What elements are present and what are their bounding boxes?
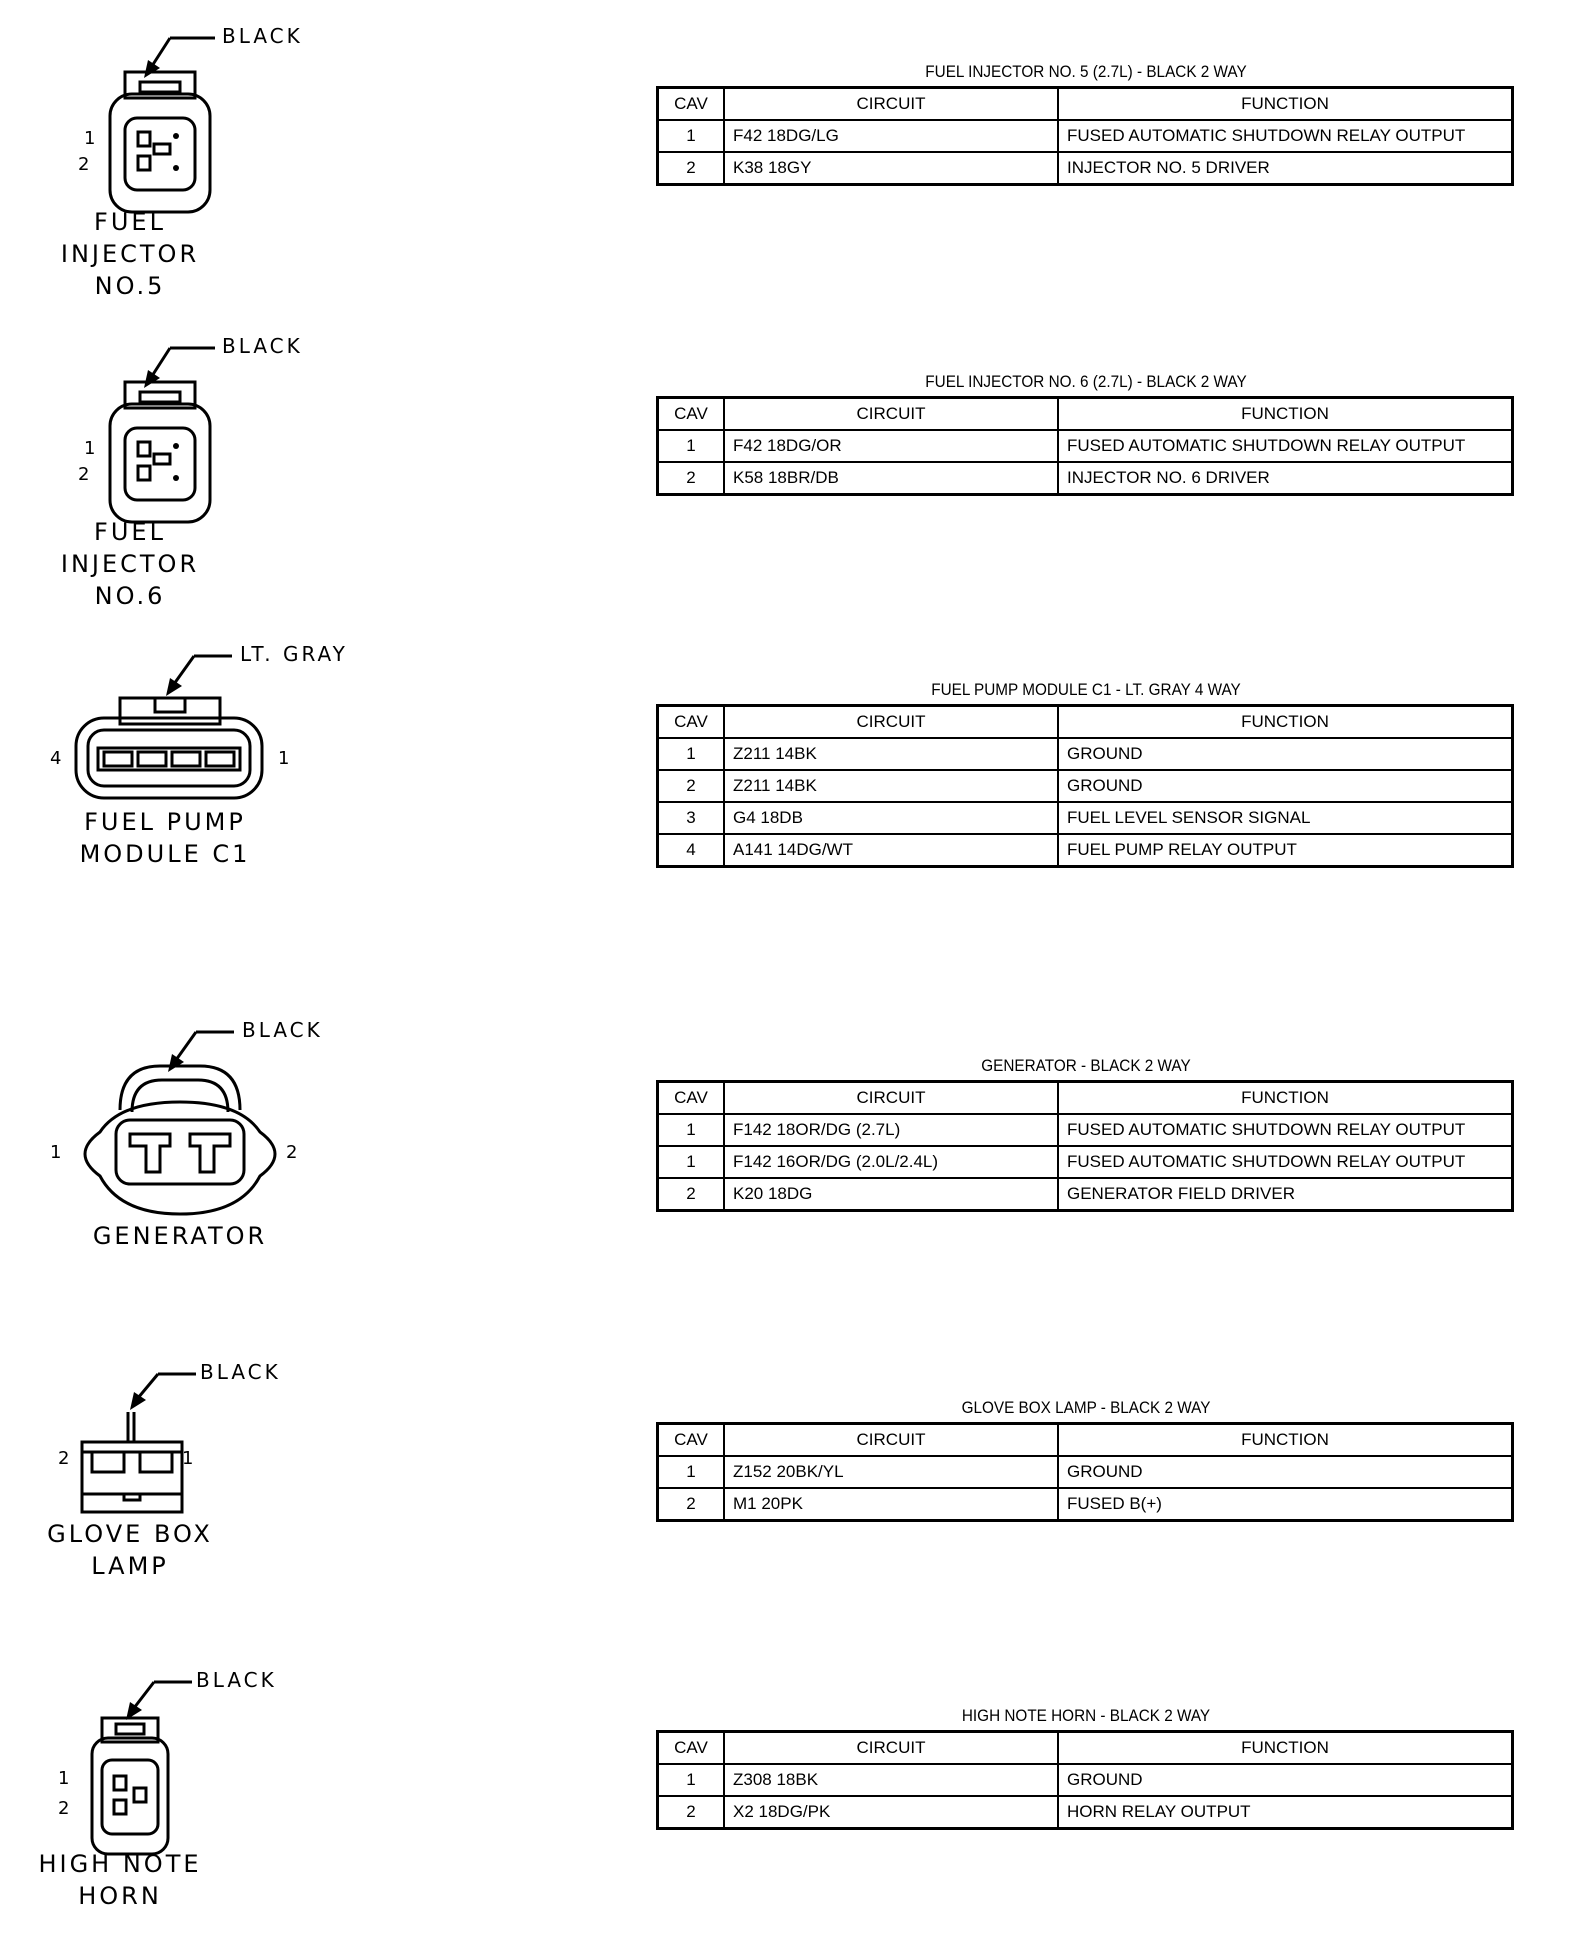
cell-cav: 3 (658, 802, 725, 834)
header-function: FUNCTION (1058, 88, 1513, 121)
cell-circuit: F142 18OR/DG (2.7L) (724, 1114, 1058, 1146)
table-header-row (658, 1732, 1513, 1765)
cell-cav: 2 (658, 1178, 725, 1211)
cell-circuit: G4 18DB (724, 802, 1058, 834)
connector-name (60, 806, 270, 870)
connector-name-line: MODULE C1 (79, 840, 251, 868)
table-title: FUEL INJECTOR NO. 6 (2.7L) - BLACK 2 WAY (925, 372, 1247, 391)
table-row (658, 1796, 1513, 1829)
header-function: FUNCTION (1058, 398, 1513, 431)
connector-diagram (30, 1014, 390, 1294)
cell-function: GROUND (1058, 738, 1513, 770)
wire-color-label: BLACK (196, 1668, 277, 1692)
table-row (658, 1456, 1513, 1488)
connector-name (70, 1220, 290, 1252)
pinout-table-block (656, 62, 1516, 186)
pin-label: 4 (50, 748, 62, 769)
connector-diagram (30, 330, 390, 610)
pinout-table-block (656, 1056, 1516, 1212)
connector-name-line: NO.5 (94, 272, 166, 300)
header-circuit: CIRCUIT (724, 1082, 1058, 1115)
connector-name-line: FUEL PUMP (84, 808, 246, 836)
pin-label: 2 (78, 154, 90, 175)
cell-circuit: Z211 14BK (724, 770, 1058, 802)
pinout-table-block (656, 1398, 1516, 1522)
cell-cav: 1 (658, 120, 725, 152)
cell-circuit: Z211 14BK (724, 738, 1058, 770)
pinout-table (656, 86, 1514, 186)
connector-name-line: HORN (78, 1882, 162, 1910)
header-function: FUNCTION (1058, 706, 1513, 739)
connector-diagram (30, 1664, 390, 1944)
cell-circuit: X2 18DG/PK (724, 1796, 1058, 1829)
connector-name-line: HIGH NOTE (38, 1850, 202, 1878)
cell-circuit: Z308 18BK (724, 1764, 1058, 1796)
table-row (658, 834, 1513, 867)
header-cav: CAV (658, 88, 725, 121)
table-title: HIGH NOTE HORN - BLACK 2 WAY (961, 1706, 1211, 1725)
pinout-table-block (656, 372, 1516, 496)
header-function: FUNCTION (1058, 1732, 1513, 1765)
header-function: FUNCTION (1058, 1424, 1513, 1457)
cell-function: FUEL PUMP RELAY OUTPUT (1058, 834, 1513, 867)
cell-circuit: K20 18DG (724, 1178, 1058, 1211)
cell-cav: 2 (658, 1488, 725, 1521)
connector-name (30, 1848, 210, 1912)
pin-label: 1 (50, 1142, 62, 1163)
wire-color-label: LT. GRAY (240, 642, 348, 666)
table-row (658, 1146, 1513, 1178)
header-cav: CAV (658, 706, 725, 739)
table-row (658, 770, 1513, 802)
wire-color-label: BLACK (222, 24, 303, 48)
connector-name-line: NO.6 (94, 582, 166, 610)
cell-function: INJECTOR NO. 5 DRIVER (1058, 152, 1513, 185)
header-cav: CAV (658, 1732, 725, 1765)
table-title: FUEL PUMP MODULE C1 - LT. GRAY 4 WAY (931, 680, 1241, 699)
cell-function: GENERATOR FIELD DRIVER (1058, 1178, 1513, 1211)
cell-cav: 1 (658, 1146, 725, 1178)
header-function: FUNCTION (1058, 1082, 1513, 1115)
connector-name-line: FUEL INJECTOR (60, 208, 200, 268)
table-title: GENERATOR - BLACK 2 WAY (981, 1056, 1191, 1075)
connector-name (30, 206, 230, 302)
pinout-table-block (656, 680, 1516, 868)
table-row (658, 1178, 1513, 1211)
pin-label: 2 (58, 1448, 70, 1469)
cell-circuit: F42 18DG/LG (724, 120, 1058, 152)
cell-circuit: M1 20PK (724, 1488, 1058, 1521)
connector-name-line: FUEL INJECTOR (60, 518, 200, 578)
cell-function: FUSED AUTOMATIC SHUTDOWN RELAY OUTPUT (1058, 120, 1513, 152)
pinout-table (656, 396, 1514, 496)
cell-circuit: F42 18DG/OR (724, 430, 1058, 462)
table-header-row (658, 1424, 1513, 1457)
header-circuit: CIRCUIT (724, 88, 1058, 121)
pinout-table (656, 1080, 1514, 1212)
table-row (658, 1764, 1513, 1796)
table-header-row (658, 88, 1513, 121)
cell-function: HORN RELAY OUTPUT (1058, 1796, 1513, 1829)
header-cav: CAV (658, 1424, 725, 1457)
table-row (658, 430, 1513, 462)
cell-circuit: K58 18BR/DB (724, 462, 1058, 495)
table-row (658, 152, 1513, 185)
pinout-table (656, 1422, 1514, 1522)
cell-cav: 1 (658, 1764, 725, 1796)
cell-function: FUSED AUTOMATIC SHUTDOWN RELAY OUTPUT (1058, 1146, 1513, 1178)
table-header-row (658, 706, 1513, 739)
connector-name (30, 516, 230, 612)
header-circuit: CIRCUIT (724, 1732, 1058, 1765)
pin-label: 2 (58, 1798, 70, 1819)
cell-function: INJECTOR NO. 6 DRIVER (1058, 462, 1513, 495)
cell-cav: 4 (658, 834, 725, 867)
cell-cav: 1 (658, 1456, 725, 1488)
header-cav: CAV (658, 398, 725, 431)
pinout-table (656, 1730, 1514, 1830)
wire-color-label: BLACK (200, 1360, 281, 1384)
table-row (658, 1114, 1513, 1146)
cell-function: FUSED AUTOMATIC SHUTDOWN RELAY OUTPUT (1058, 430, 1513, 462)
table-row (658, 802, 1513, 834)
connector-diagram (30, 1356, 390, 1636)
cell-circuit: A141 14DG/WT (724, 834, 1058, 867)
connector-diagram (30, 638, 390, 918)
pin-label: 1 (84, 128, 96, 149)
wire-color-label: BLACK (242, 1018, 323, 1042)
pin-label: 1 (58, 1768, 70, 1789)
connector-name-line: GLOVE BOX (47, 1520, 213, 1548)
cell-function: GROUND (1058, 770, 1513, 802)
table-title: GLOVE BOX LAMP - BLACK 2 WAY (961, 1398, 1211, 1417)
cell-function: FUSED AUTOMATIC SHUTDOWN RELAY OUTPUT (1058, 1114, 1513, 1146)
table-header-row (658, 1082, 1513, 1115)
header-cav: CAV (658, 1082, 725, 1115)
pin-label: 1 (278, 748, 290, 769)
cell-function: GROUND (1058, 1764, 1513, 1796)
header-circuit: CIRCUIT (724, 398, 1058, 431)
cell-cav: 2 (658, 1796, 725, 1829)
table-row (658, 1488, 1513, 1521)
wire-color-label: BLACK (222, 334, 303, 358)
connector-name (30, 1518, 230, 1582)
pin-label: 1 (84, 438, 96, 459)
pinout-table (656, 704, 1514, 868)
header-circuit: CIRCUIT (724, 706, 1058, 739)
header-circuit: CIRCUIT (724, 1424, 1058, 1457)
pin-label: 1 (182, 1448, 194, 1469)
pin-label: 2 (286, 1142, 298, 1163)
cell-cav: 2 (658, 462, 725, 495)
cell-function: FUSED B(+) (1058, 1488, 1513, 1521)
table-row (658, 120, 1513, 152)
cell-function: FUEL LEVEL SENSOR SIGNAL (1058, 802, 1513, 834)
cell-function: GROUND (1058, 1456, 1513, 1488)
cell-cav: 1 (658, 430, 725, 462)
cell-cav: 2 (658, 770, 725, 802)
cell-cav: 2 (658, 152, 725, 185)
table-header-row (658, 398, 1513, 431)
cell-circuit: K38 18GY (724, 152, 1058, 185)
table-title: FUEL INJECTOR NO. 5 (2.7L) - BLACK 2 WAY (925, 62, 1247, 81)
table-row (658, 738, 1513, 770)
connector-name-line: LAMP (91, 1552, 169, 1580)
cell-circuit: Z152 20BK/YL (724, 1456, 1058, 1488)
pin-label: 2 (78, 464, 90, 485)
table-row (658, 462, 1513, 495)
cell-cav: 1 (658, 738, 725, 770)
pinout-table-block (656, 1706, 1516, 1830)
connector-diagram (30, 20, 390, 300)
cell-cav: 1 (658, 1114, 725, 1146)
connector-name-line: GENERATOR (92, 1222, 268, 1250)
cell-circuit: F142 16OR/DG (2.0L/2.4L) (724, 1146, 1058, 1178)
